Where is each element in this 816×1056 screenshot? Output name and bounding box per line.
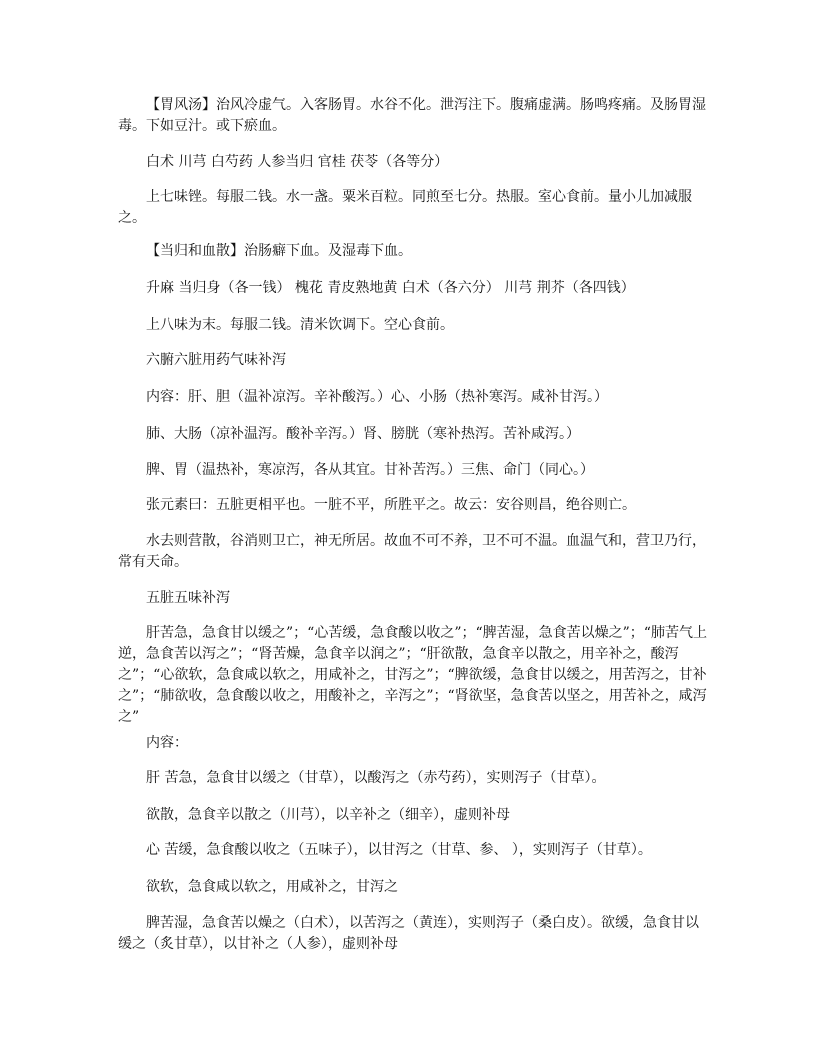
paragraph-heart-bitter: 心 苦缓，急食酸以收之（五味子），以甘泻之（甘草、参、 ），实则泻子（甘草）。 <box>146 842 652 858</box>
section-heading-organs: 六腑六脏用药气味补泻 <box>146 352 286 368</box>
section-heading-five-organs: 五脏五味补泻 <box>146 590 230 606</box>
paragraph-water-grain: 水去则营散，谷消则卫亡，神无所居。故血不可不养，卫不可不温。血温气和，营卫乃行，常有天命。 <box>118 533 706 570</box>
paragraph-heart-soften: 欲软，急食咸以软之，用咸补之，甘泻之 <box>146 879 398 895</box>
paragraph-five-flavors: 肝苦急，急食甘以缓之”；“心苦缓，急食酸以收之”；“脾苦湿，急食苦以燥之”；“肺苦气上逆，急食苦以泻之”；“肾苦燥，急食辛以润之”；“肝欲散，急食辛以散之，用辛补之，酸泻之”；“心欲软，急食咸以软之，用咸补之，甘泻之”；“脾欲缓，急食甘以缓之，用苦泻之，甘补之”；“肺欲收，急食酸以收之，用酸补之，辛泻之”；“肾欲坚，急食苦以坚之，用苦补之，咸泻之” <box>118 625 707 725</box>
paragraph-danggui-hexue-san: 【当归和血散】治肠癖下血。及湿毒下血。 <box>146 243 412 259</box>
paragraph-lung-kidney: 肺、大肠（凉补温泻。酸补辛泻。）肾、膀胱（寒补热泻。苦补咸泻。） <box>146 426 580 442</box>
paragraph-spleen-stomach: 脾、胃（温热补，寒凉泻，各从其宜。甘补苦泻。）三焦、命门（同心。） <box>146 462 594 478</box>
paragraph-weifeng-tang: 【胃风汤】治风冷虚气。入客肠胃。水谷不化。泄泻注下。腹痛虚满。肠鸣疼痛。及肠胃湿毒。下如豆汁。或下瘀血。 <box>118 97 706 134</box>
paragraph-zhang-yuansu: 张元素曰：五脏更相平也。一脏不平，所胜平之。故云：安谷则昌，绝谷则亡。 <box>146 497 636 513</box>
paragraph-liver-heart: 内容：肝、胆（温补凉泻。辛补酸泻。）心、小肠（热补寒泻。咸补甘泻。） <box>146 389 608 405</box>
paragraph-weifeng-method: 上七味锉。每服二钱。水一盏。粟米百粒。同煎至七分。热服。室心食前。量小儿加减服之。 <box>118 189 692 226</box>
paragraph-danggui-method: 上八味为末。每服二钱。清米饮调下。空心食前。 <box>146 317 454 333</box>
paragraph-content-label: 内容： <box>146 735 188 751</box>
paragraph-spleen-damp: 脾苦湿，急食苦以燥之（白术），以苦泻之（黄连），实则泻子（桑白皮）。欲缓，急食甘以缓之（炙甘草），以甘补之（人参），虚则补母 <box>118 915 699 952</box>
paragraph-weifeng-ingredients: 白术 川芎 白芍药 人参当归 官桂 茯苓（各等分） <box>146 154 449 170</box>
paragraph-danggui-ingredients: 升麻 当归身（各一钱） 槐花 青皮熟地黄 白术（各六分） 川芎 荆芥（各四钱） <box>146 280 635 296</box>
paragraph-liver-bitter: 肝 苦急，急食甘以缓之（甘草），以酸泻之（赤芍药），实则泻子（甘草）。 <box>146 770 606 786</box>
paragraph-liver-disperse: 欲散，急食辛以散之（川芎），以辛补之（细辛），虚则补母 <box>146 807 510 823</box>
